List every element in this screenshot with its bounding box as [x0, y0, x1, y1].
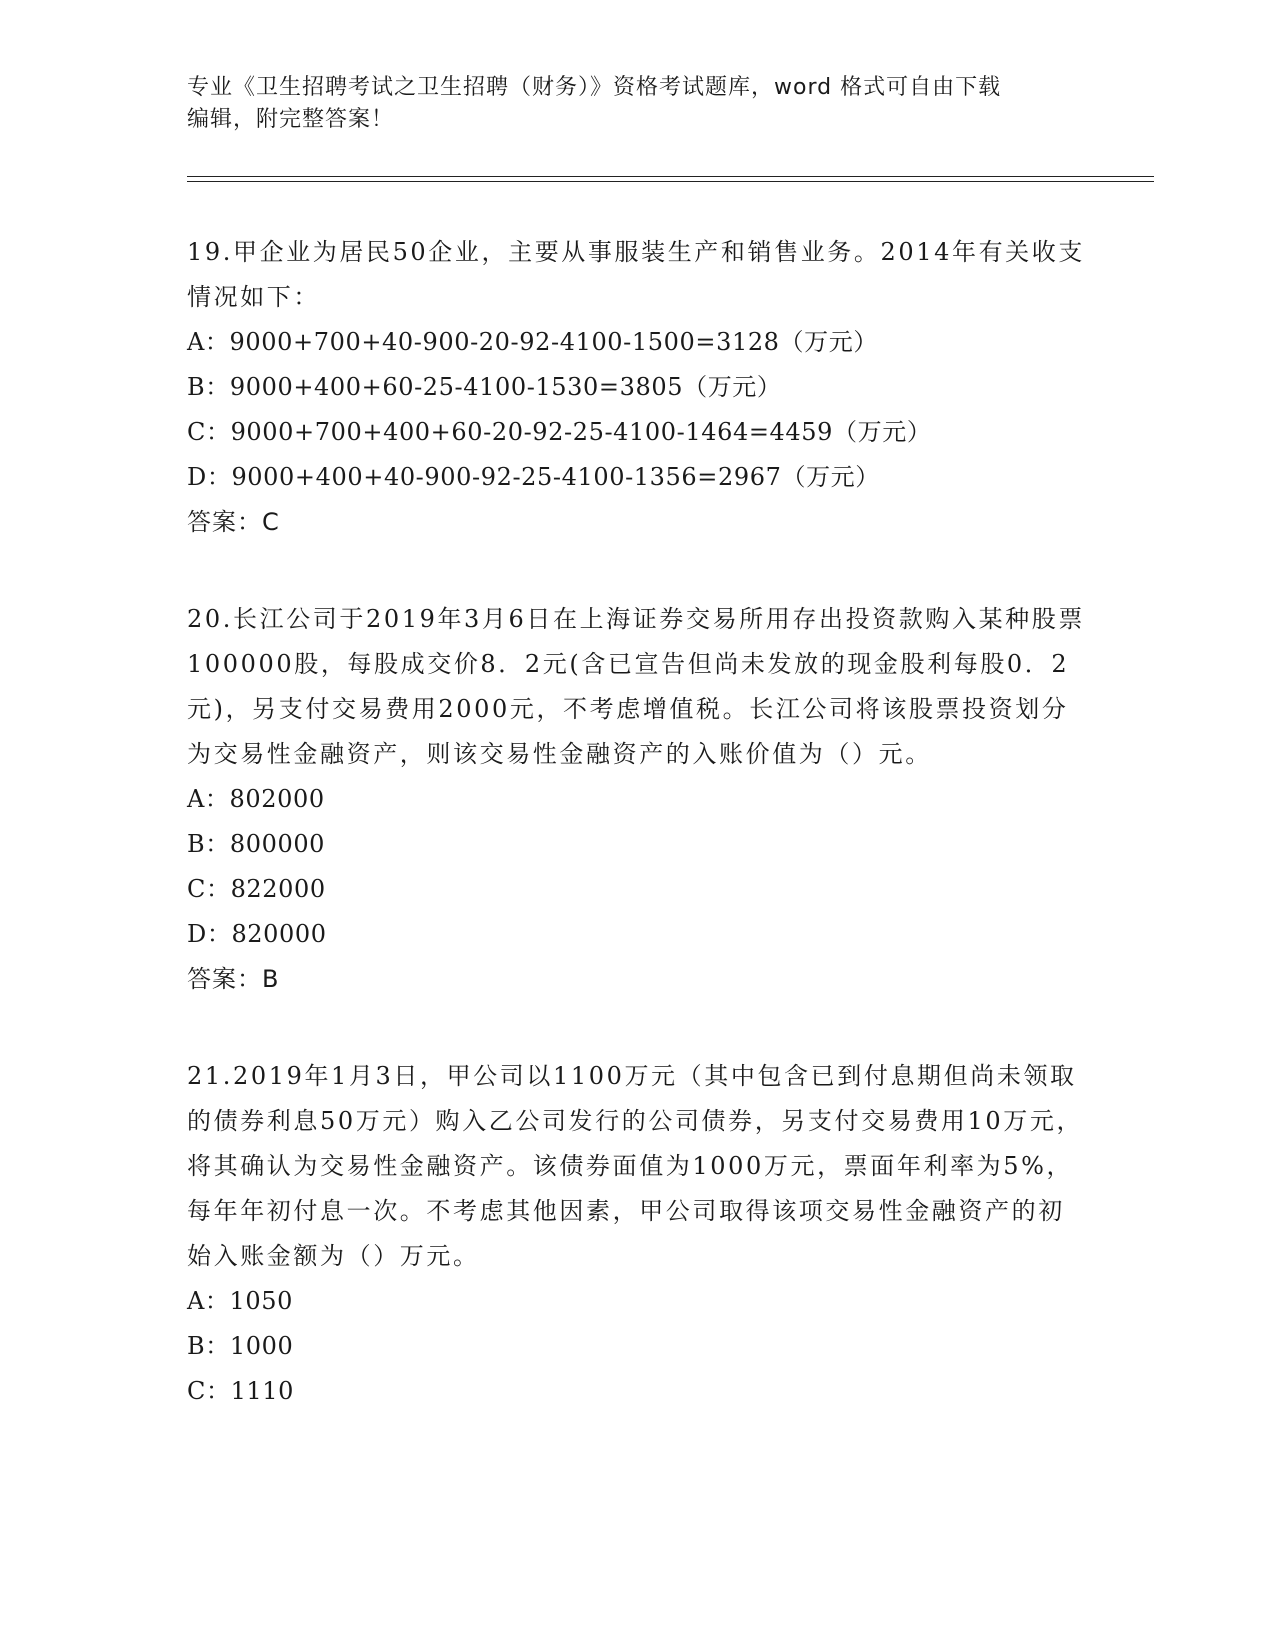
option-a: A：9000+700+40-900-20-92-4100-1500=3128（万元） [187, 328, 878, 356]
option-a: A：802000 [187, 785, 325, 813]
option-b: B：800000 [187, 830, 326, 858]
option-a: A：1050 [187, 1287, 294, 1315]
header-divider-bottom [187, 181, 1154, 182]
option-b: B：9000+400+60-25-4100-1530=3805（万元） [187, 373, 782, 401]
document-header [187, 72, 1067, 136]
option-d: D：820000 [187, 920, 327, 948]
option-d: D：9000+400+40-900-92-25-4100-1356=2967（万元） [187, 463, 880, 491]
question-19 [187, 230, 1087, 545]
question-stem: 21.2019年1月3日，甲公司以1100万元（其中包含已到付息期但尚未领取的债券利息50万元）购入乙公司发行的公司债券，另支付交易费用10万元，将其确认为交易性金融资产。该债券面值为1000万元，票面年利率为5%，每年年初付息一次。不考虑其他因素，甲公司取得该项交易性金融资产的初始入账金额为（）万元。 [187, 1062, 1084, 1270]
header-divider-top [187, 176, 1154, 177]
option-c: C：1110 [187, 1377, 295, 1405]
question-20 [187, 597, 1087, 1002]
option-c: C：9000+700+400+60-20-92-25-4100-1464=4459（万元） [187, 418, 932, 446]
header-line-2: 编辑，附完整答案！ [187, 107, 395, 132]
option-b: B：1000 [187, 1332, 294, 1360]
question-stem: 19.甲企业为居民50企业，主要从事服装生产和销售业务。2014年有关收支情况如下： [187, 238, 1085, 311]
question-21 [187, 1054, 1087, 1414]
answer-label: 答案：C [187, 508, 280, 536]
option-c: C：822000 [187, 875, 326, 903]
question-list [187, 230, 1087, 1466]
answer-label: 答案：B [187, 965, 280, 993]
header-line-1: 专业《卫生招聘考试之卫生招聘（财务）》资格考试题库，word 格式可自由下载 [187, 75, 1002, 100]
question-stem: 20.长江公司于2019年3月6日在上海证券交易所用存出投资款购入某种股票100000股，每股成交价8．2元(含已宣告但尚未发放的现金股利每股0．2元)，另支付交易费用2000元，不考虑增值税。长江公司将该股票投资划分为交易性金融资产，则该交易性金融资产的入账价值为（）元。 [187, 605, 1085, 768]
